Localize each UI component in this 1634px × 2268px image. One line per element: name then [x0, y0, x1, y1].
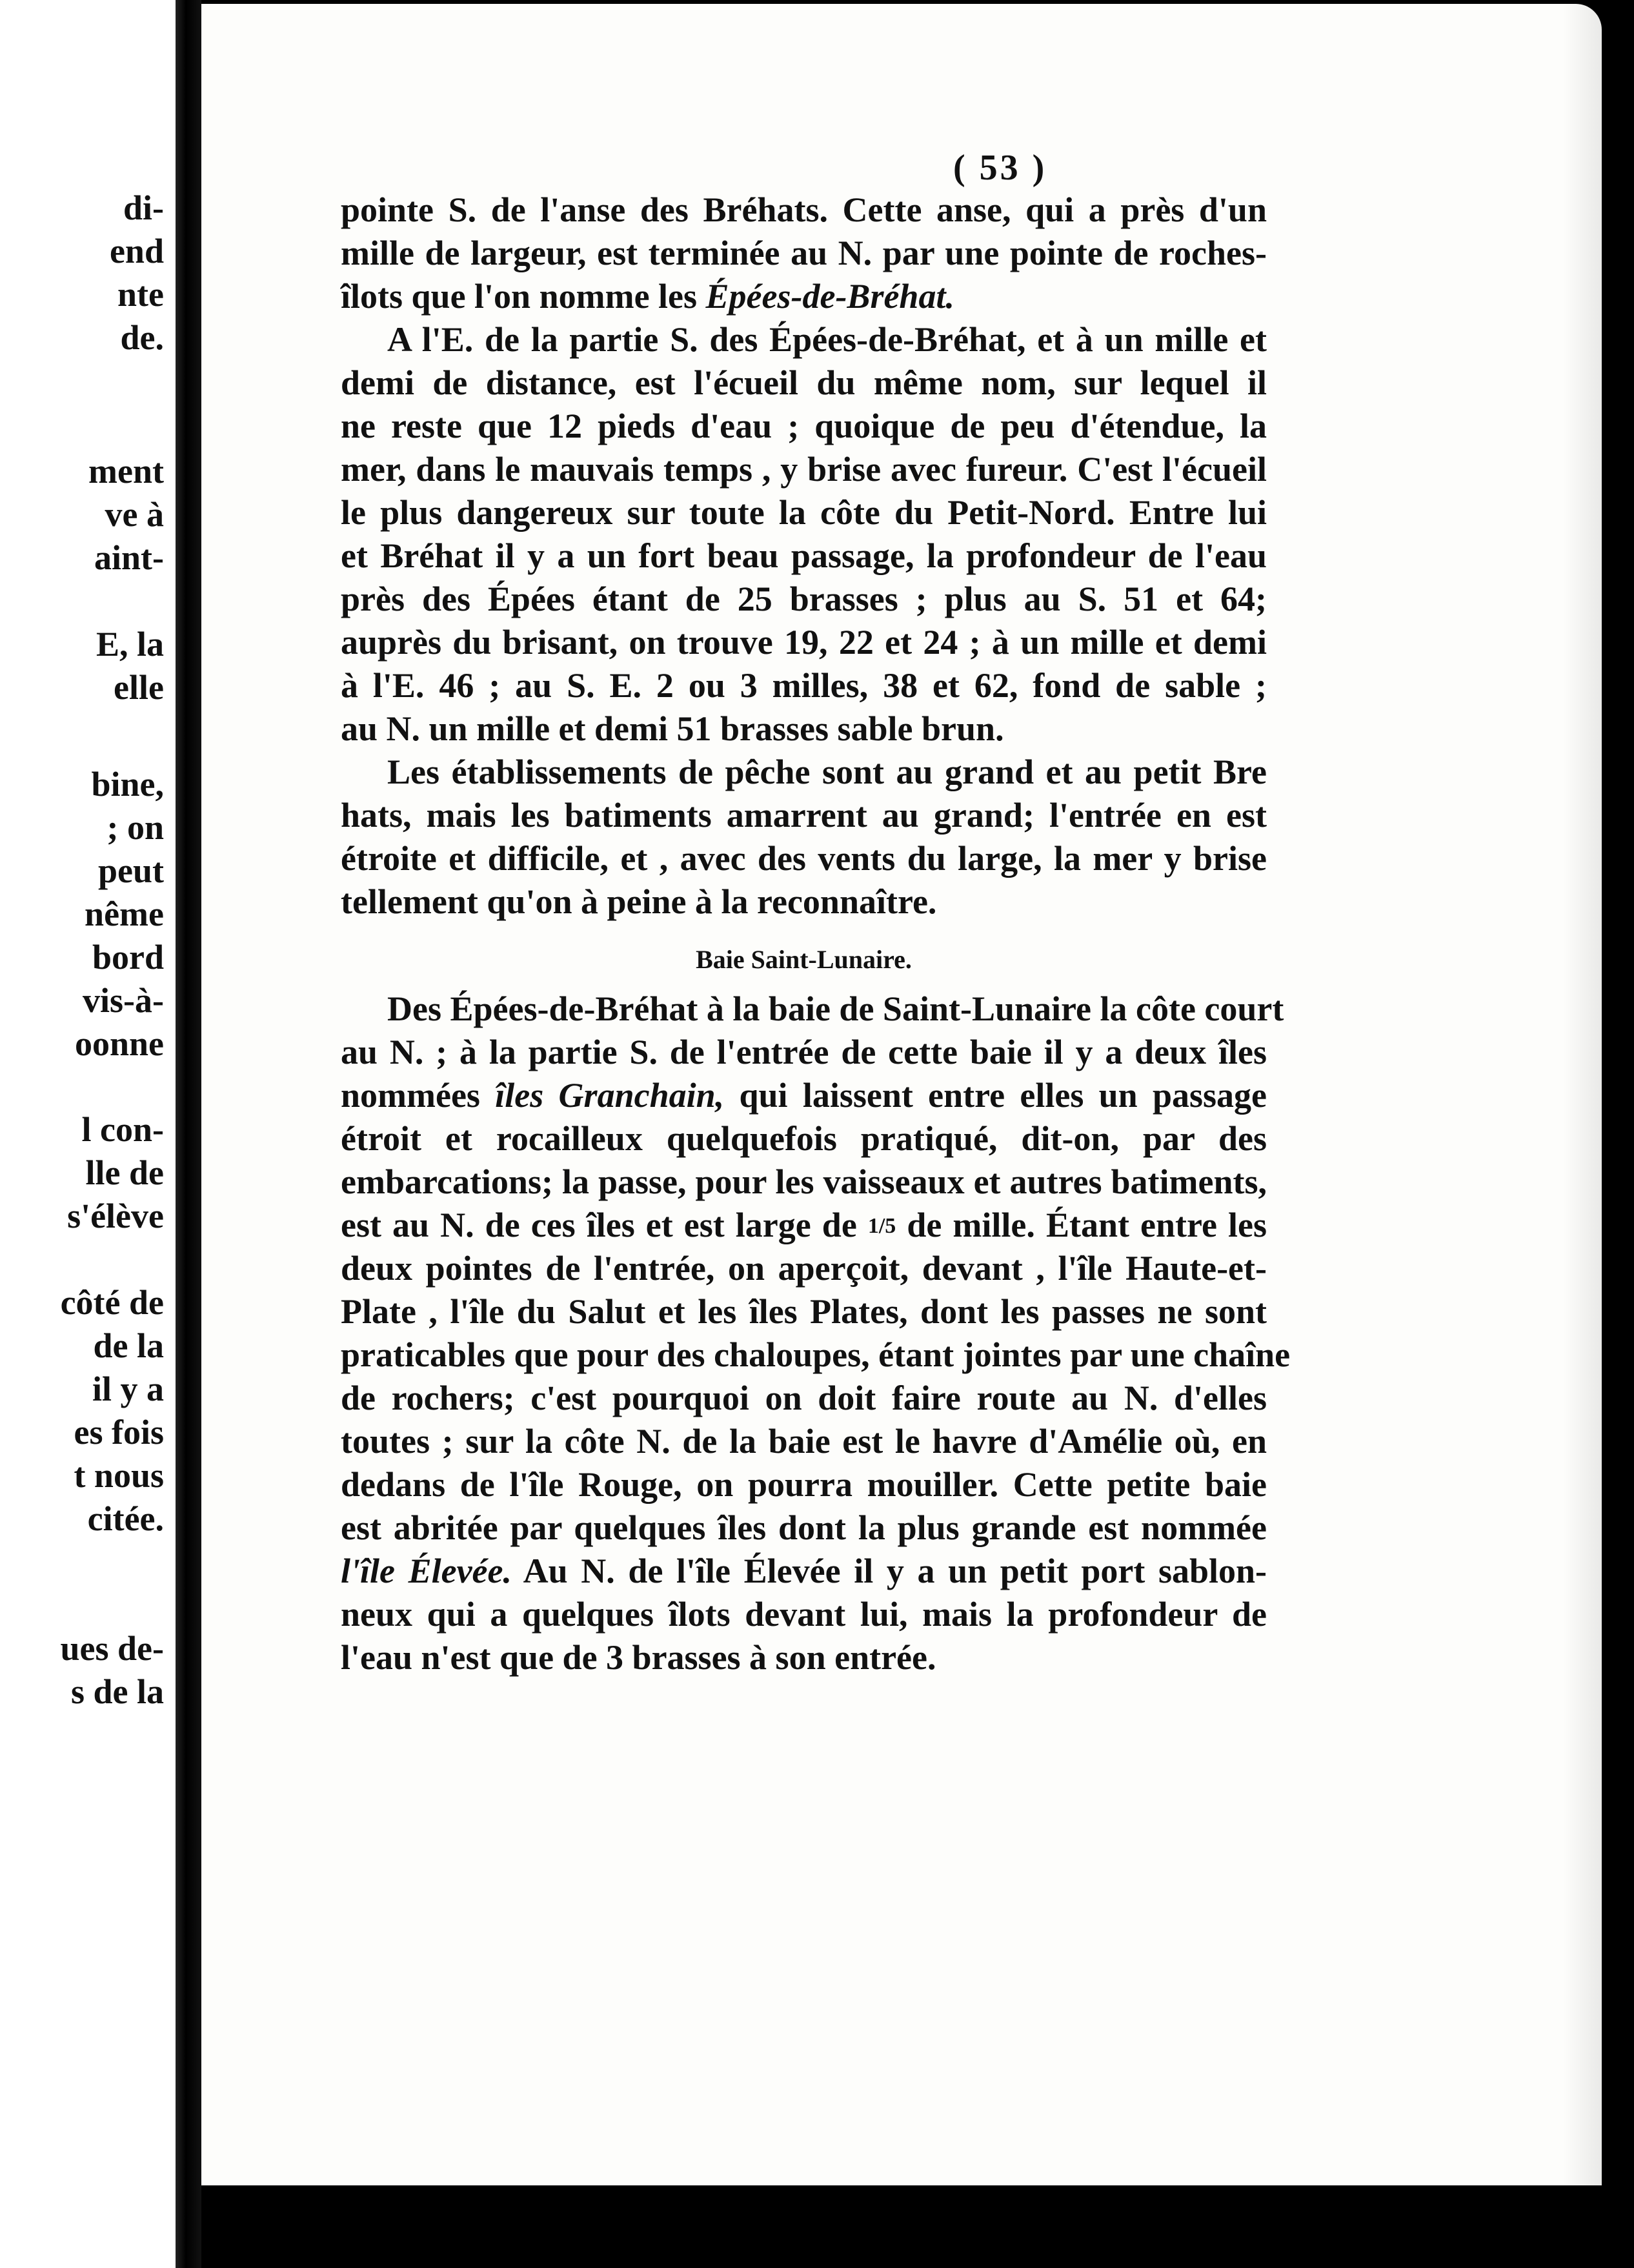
fragment-line: s'élève [67, 1197, 164, 1235]
text-line: Des Épées-de-Bréhat à la baie de Saint-Lunaire la côte court [387, 989, 1284, 1028]
text-line: près des Épées étant de 25 brasses ; plus au S. 51 et 64; [341, 580, 1267, 618]
text-line: neux qui a quelques îlots devant lui, mais la profondeur de [341, 1595, 1267, 1634]
fragment-line: ; on [106, 808, 164, 847]
fragment-line: es fois [74, 1413, 164, 1452]
fragment-line: t nous [74, 1456, 164, 1495]
fragment-line: nême [85, 895, 164, 933]
section-heading: Baie Saint-Lunaire. [696, 945, 912, 974]
fragment-line: end [109, 232, 164, 270]
fragment-line: bord [92, 938, 164, 977]
text-line: auprès du brisant, on trouve 19, 22 et 24 ; à un mille et demi [341, 623, 1267, 662]
place-name-italic: îles Granchain, [495, 1076, 725, 1115]
fraction: 1/5 [867, 1214, 896, 1238]
fragment-line: peut [97, 851, 164, 890]
text-line: ne reste que 12 pieds d'eau ; quoique de peu d'étendue, la [341, 407, 1267, 445]
fragment-line: s de la [70, 1672, 164, 1711]
text-line: est abritée par quelques îles dont la plus grande est nommée [341, 1508, 1267, 1547]
fragment-line: di- [123, 188, 164, 227]
fragment-line: côté de [60, 1283, 164, 1322]
text-line [341, 1204, 1267, 1247]
text-span: Au N. de l'île Élevée il y a un petit port sablon- [523, 1552, 1267, 1590]
page-body [341, 188, 1291, 1679]
fragment-line: nte [117, 275, 164, 314]
text-line [341, 1550, 1267, 1593]
page-number: ( 53 ) [953, 148, 1047, 188]
text-line: l'eau n'est que de 3 brasses à son entrée. [341, 1638, 936, 1677]
text-line: à l'E. 46 ; au S. E. 2 ou 3 milles, 38 et 62, fond de sable ; [341, 666, 1267, 705]
text-line [341, 275, 1267, 318]
book-page [201, 4, 1602, 2185]
text-line: demi de distance, est l'écueil du même nom, sur lequel il [341, 363, 1267, 402]
place-name-italic: Épées-de-Bréhat. [705, 277, 954, 316]
fragment-line: l con- [81, 1110, 164, 1149]
fragment-line: ues de- [60, 1629, 164, 1668]
fragment-line: vis-à- [83, 981, 164, 1020]
text-line [341, 1074, 1267, 1117]
text-line: de rochers; c'est pourquoi on doit faire route au N. d'elles [341, 1379, 1267, 1417]
text-span: de mille. Étant entre les [907, 1206, 1267, 1244]
text-line: tellement qu'on à peine à la reconnaître. [341, 882, 937, 921]
text-line: praticables que pour des chaloupes, étant jointes par une chaîne [341, 1335, 1291, 1374]
text-line: étroite et difficile, et , avec des vents du large, la mer y brise [341, 839, 1267, 878]
text-line: toutes ; sur la côte N. de la baie est le havre d'Amélie où, en [341, 1422, 1267, 1461]
fragment-line: lle de [85, 1153, 164, 1192]
previous-page-fragment [0, 0, 176, 2268]
text-span: est au N. de ces îles et est large de [341, 1206, 857, 1244]
text-line: le plus dangereux sur toute la côte du Petit-Nord. Entre lui [341, 493, 1267, 532]
text-line: étroit et rocailleux quelquefois pratiqué, dit-on, par des [341, 1119, 1267, 1158]
fragment-line: ment [88, 452, 164, 491]
text-line: dedans de l'île Rouge, on pourra mouiller. Cette petite baie [341, 1465, 1267, 1504]
text-line: Les établissements de pêche sont au grand et au petit Bre [387, 753, 1267, 791]
fragment-line: elle [114, 668, 164, 707]
fragment-line: E, la [96, 625, 164, 663]
fragment-line: il y a [92, 1370, 164, 1408]
text-line: Plate , l'île du Salut et les îles Plates, dont les passes ne sont [341, 1292, 1267, 1331]
text-span: îlots que l'on nomme les [341, 277, 698, 316]
fragment-line: citée. [87, 1499, 164, 1538]
text-line: pointe S. de l'anse des Bréhats. Cette anse, qui a près d'un [341, 190, 1267, 229]
text-span: qui laissent entre elles un passage [739, 1076, 1267, 1115]
fragment-line: ve à [105, 495, 164, 534]
text-line: mille de largeur, est terminée au N. par une pointe de roches- [341, 234, 1267, 272]
text-line: au N. ; à la partie S. de l'entrée de cette baie il y a deux îles [341, 1033, 1267, 1071]
place-name-italic: l'île Élevée. [341, 1552, 512, 1590]
text-line: embarcations; la passe, pour les vaisseaux et autres batiments, [341, 1162, 1267, 1201]
fragment-line: de. [120, 318, 164, 357]
text-span: nommées [341, 1076, 480, 1115]
text-line: hats, mais les batiments amarrent au grand; l'entrée en est [341, 796, 1267, 835]
fragment-line: bine, [91, 765, 164, 804]
fragment-line: oonne [74, 1024, 164, 1063]
page-edge-shade [1563, 4, 1602, 2185]
fragment-line: aint- [94, 538, 164, 577]
text-line: au N. un mille et demi 51 brasses sable brun. [341, 709, 1004, 748]
text-line: et Bréhat il y a un fort beau passage, la profondeur de l'eau [341, 536, 1267, 575]
fragment-line: de la [93, 1326, 164, 1365]
text-line: deux pointes de l'entrée, on aperçoit, devant , l'île Haute-et- [341, 1249, 1267, 1288]
book-gutter [176, 0, 201, 2268]
text-line: mer, dans le mauvais temps , y brise avec fureur. C'est l'écueil [341, 450, 1267, 489]
text-line: A l'E. de la partie S. des Épées-de-Bréhat, et à un mille et [387, 320, 1267, 359]
